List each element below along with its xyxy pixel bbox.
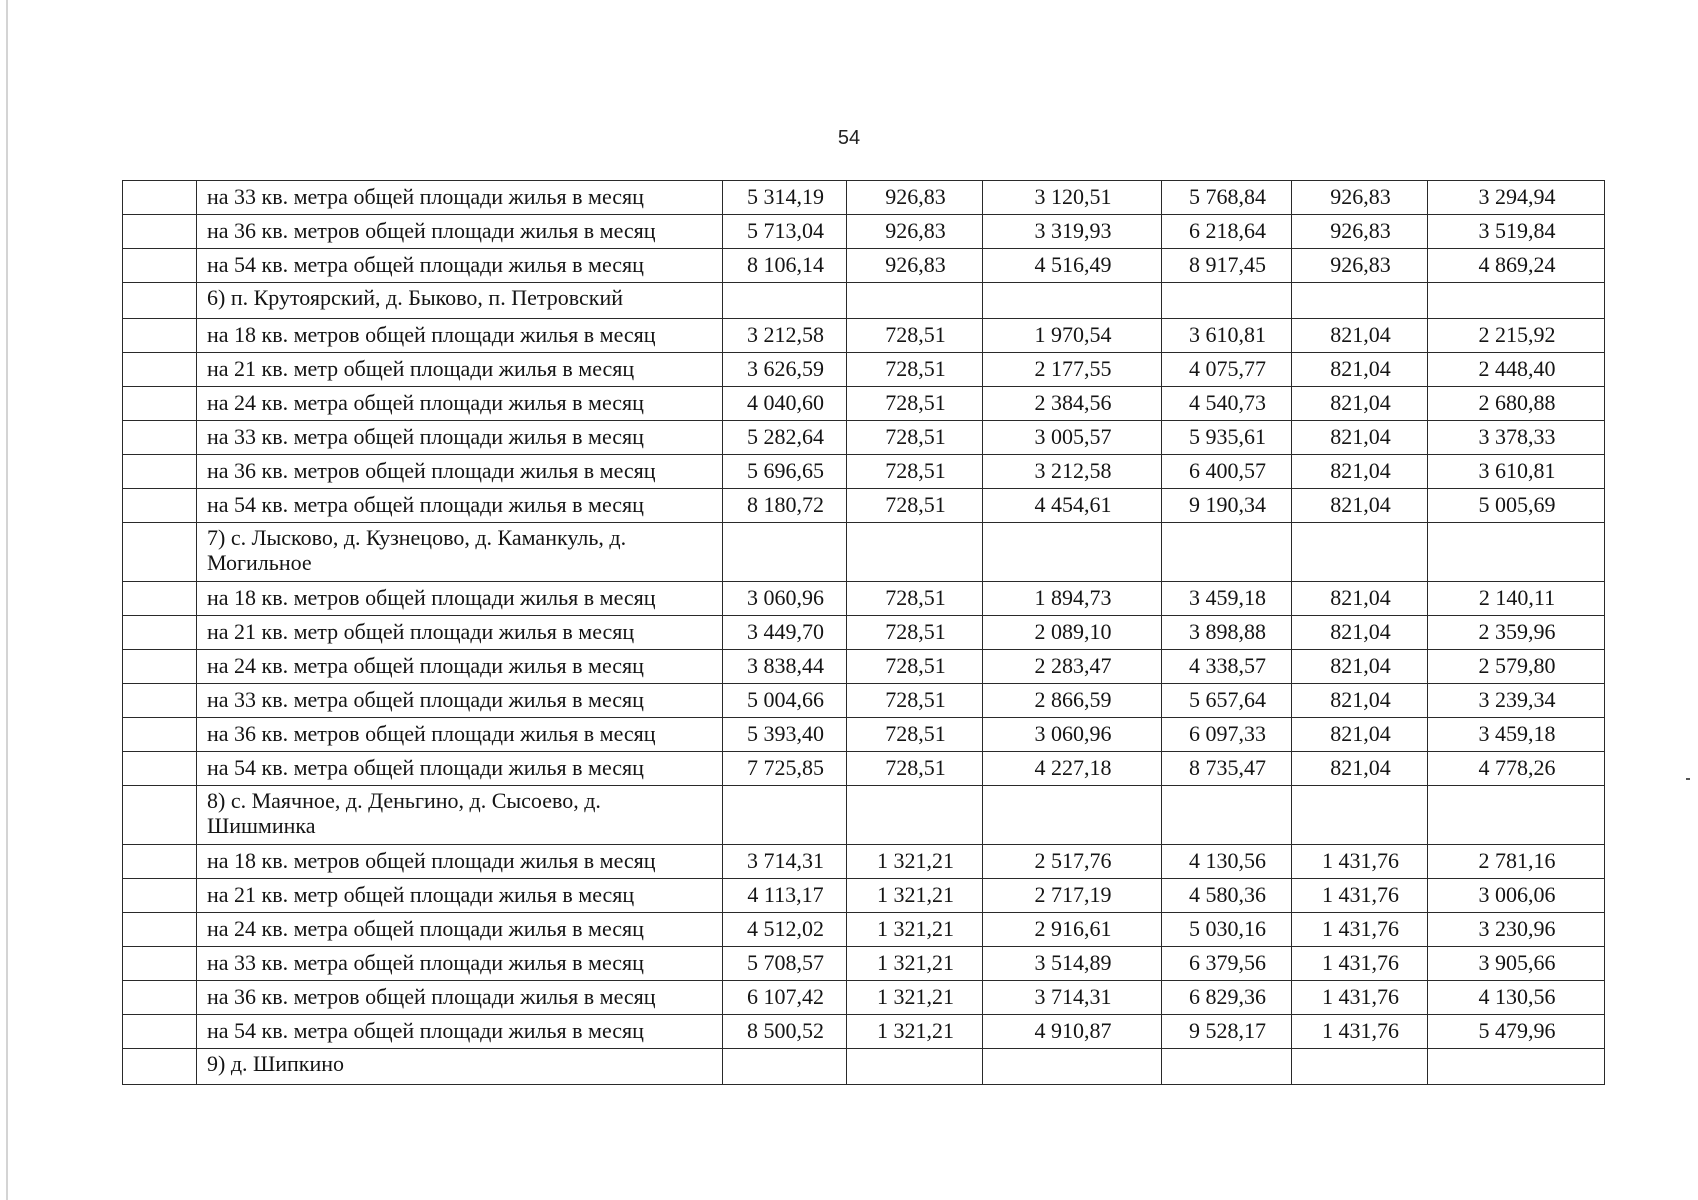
value-cell: 4 512,02: [723, 913, 847, 947]
table-row: [123, 879, 1605, 913]
value-cell: 3 610,81: [1162, 319, 1292, 353]
value-cell: 5 004,66: [723, 684, 847, 718]
value-cell: 4 869,24: [1428, 249, 1605, 283]
value-cell: 5 768,84: [1162, 181, 1292, 215]
empty-cell: [723, 523, 847, 582]
value-cell: 2 916,61: [983, 913, 1162, 947]
value-cell: 4 130,56: [1162, 845, 1292, 879]
table-row: [123, 981, 1605, 1015]
row-number-cell: [123, 353, 197, 387]
empty-cell: [723, 1049, 847, 1085]
value-cell: 926,83: [847, 181, 983, 215]
table-row: [123, 845, 1605, 879]
table-row: [123, 718, 1605, 752]
row-number-cell: [123, 684, 197, 718]
value-cell: 3 120,51: [983, 181, 1162, 215]
empty-cell: [847, 1049, 983, 1085]
value-cell: 3 378,33: [1428, 421, 1605, 455]
value-cell: 1 431,76: [1292, 947, 1428, 981]
row-number-cell: [123, 455, 197, 489]
value-cell: 6 107,42: [723, 981, 847, 1015]
value-cell: 728,51: [847, 582, 983, 616]
row-number-cell: [123, 489, 197, 523]
value-cell: 2 283,47: [983, 650, 1162, 684]
value-cell: 926,83: [1292, 181, 1428, 215]
empty-cell: [1292, 283, 1428, 319]
value-cell: 3 610,81: [1428, 455, 1605, 489]
value-cell: 821,04: [1292, 353, 1428, 387]
value-cell: 5 935,61: [1162, 421, 1292, 455]
row-label: на 54 кв. метра общей площади жилья в месяц: [197, 249, 723, 283]
value-cell: 3 005,57: [983, 421, 1162, 455]
empty-cell: [1428, 1049, 1605, 1085]
row-number-cell: [123, 786, 197, 845]
row-label: на 18 кв. метров общей площади жилья в месяц: [197, 319, 723, 353]
value-cell: 4 516,49: [983, 249, 1162, 283]
value-cell: 5 282,64: [723, 421, 847, 455]
empty-cell: [1162, 786, 1292, 845]
value-cell: 728,51: [847, 489, 983, 523]
value-cell: 5 657,64: [1162, 684, 1292, 718]
value-cell: 2 866,59: [983, 684, 1162, 718]
value-cell: 3 006,06: [1428, 879, 1605, 913]
row-number-cell: [123, 650, 197, 684]
scan-edge-line: [6, 0, 8, 1200]
row-number-cell: [123, 616, 197, 650]
section-row: [123, 1049, 1605, 1085]
value-cell: 1 431,76: [1292, 1015, 1428, 1049]
value-cell: 4 113,17: [723, 879, 847, 913]
empty-cell: [983, 523, 1162, 582]
row-number-cell: [123, 981, 197, 1015]
value-cell: 728,51: [847, 387, 983, 421]
row-number-cell: [123, 879, 197, 913]
table-row: [123, 421, 1605, 455]
value-cell: 728,51: [847, 684, 983, 718]
value-cell: 4 130,56: [1428, 981, 1605, 1015]
empty-cell: [723, 786, 847, 845]
value-cell: 821,04: [1292, 319, 1428, 353]
row-label: на 24 кв. метра общей площади жилья в месяц: [197, 650, 723, 684]
value-cell: 2 781,16: [1428, 845, 1605, 879]
value-cell: 7 725,85: [723, 752, 847, 786]
table-row: [123, 249, 1605, 283]
row-label: на 33 кв. метра общей площади жилья в месяц: [197, 947, 723, 981]
value-cell: 1 970,54: [983, 319, 1162, 353]
row-number-cell: [123, 947, 197, 981]
value-cell: 5 393,40: [723, 718, 847, 752]
value-cell: 2 680,88: [1428, 387, 1605, 421]
row-label: на 54 кв. метра общей площади жилья в месяц: [197, 489, 723, 523]
value-cell: 2 177,55: [983, 353, 1162, 387]
row-label: на 33 кв. метра общей площади жилья в месяц: [197, 181, 723, 215]
value-cell: 821,04: [1292, 718, 1428, 752]
value-cell: 3 294,94: [1428, 181, 1605, 215]
value-cell: 1 321,21: [847, 879, 983, 913]
value-cell: 821,04: [1292, 421, 1428, 455]
row-number-cell: [123, 215, 197, 249]
row-label: на 54 кв. метра общей площади жилья в месяц: [197, 752, 723, 786]
empty-cell: [1428, 283, 1605, 319]
table-row: [123, 353, 1605, 387]
value-cell: 821,04: [1292, 582, 1428, 616]
value-cell: 3 060,96: [723, 582, 847, 616]
empty-cell: [1162, 1049, 1292, 1085]
value-cell: 5 713,04: [723, 215, 847, 249]
row-label: на 21 кв. метр общей площади жилья в месяц: [197, 879, 723, 913]
value-cell: 3 459,18: [1428, 718, 1605, 752]
table-row: [123, 650, 1605, 684]
value-cell: 2 717,19: [983, 879, 1162, 913]
row-label: на 36 кв. метров общей площади жилья в месяц: [197, 981, 723, 1015]
value-cell: 4 338,57: [1162, 650, 1292, 684]
table-row: [123, 215, 1605, 249]
value-cell: 5 479,96: [1428, 1015, 1605, 1049]
value-cell: 926,83: [847, 215, 983, 249]
row-label: на 21 кв. метр общей площади жилья в месяц: [197, 616, 723, 650]
row-label: на 33 кв. метра общей площади жилья в месяц: [197, 421, 723, 455]
value-cell: 5 708,57: [723, 947, 847, 981]
section-row: [123, 786, 1605, 845]
table-row: [123, 1015, 1605, 1049]
empty-cell: [1292, 1049, 1428, 1085]
value-cell: 3 212,58: [723, 319, 847, 353]
table-row: [123, 616, 1605, 650]
value-cell: 821,04: [1292, 684, 1428, 718]
value-cell: 2 089,10: [983, 616, 1162, 650]
section-row: [123, 523, 1605, 582]
value-cell: 1 321,21: [847, 947, 983, 981]
value-cell: 4 540,73: [1162, 387, 1292, 421]
value-cell: 4 910,87: [983, 1015, 1162, 1049]
table-row: [123, 752, 1605, 786]
section-row: [123, 283, 1605, 319]
table-row: [123, 947, 1605, 981]
value-cell: 3 239,34: [1428, 684, 1605, 718]
section-title: 9) д. Шипкино: [197, 1049, 723, 1085]
value-cell: 5 696,65: [723, 455, 847, 489]
table-body: [123, 181, 1605, 1085]
value-cell: 5 314,19: [723, 181, 847, 215]
value-cell: 821,04: [1292, 387, 1428, 421]
value-cell: 821,04: [1292, 752, 1428, 786]
empty-cell: [1428, 786, 1605, 845]
empty-cell: [847, 786, 983, 845]
row-label: на 36 кв. метров общей площади жилья в месяц: [197, 215, 723, 249]
value-cell: 4 778,26: [1428, 752, 1605, 786]
value-cell: 1 894,73: [983, 582, 1162, 616]
empty-cell: [983, 283, 1162, 319]
value-cell: 728,51: [847, 752, 983, 786]
empty-cell: [723, 283, 847, 319]
row-label: на 36 кв. метров общей площади жилья в месяц: [197, 718, 723, 752]
table-row: [123, 582, 1605, 616]
scan-mark: [1686, 778, 1690, 780]
value-cell: 728,51: [847, 353, 983, 387]
value-cell: 4 227,18: [983, 752, 1162, 786]
row-number-cell: [123, 582, 197, 616]
value-cell: 821,04: [1292, 650, 1428, 684]
empty-cell: [1292, 523, 1428, 582]
section-title: 7) с. Лысково, д. Кузнецово, д. Каманкуль, д. Могильное: [197, 523, 723, 582]
value-cell: 821,04: [1292, 489, 1428, 523]
value-cell: 3 060,96: [983, 718, 1162, 752]
value-cell: 728,51: [847, 319, 983, 353]
value-cell: 1 431,76: [1292, 845, 1428, 879]
row-label: на 18 кв. метров общей площади жилья в месяц: [197, 845, 723, 879]
value-cell: 1 321,21: [847, 981, 983, 1015]
value-cell: 2 384,56: [983, 387, 1162, 421]
value-cell: 4 040,60: [723, 387, 847, 421]
value-cell: 821,04: [1292, 616, 1428, 650]
value-cell: 9 528,17: [1162, 1015, 1292, 1049]
tariff-table: [122, 180, 1605, 1085]
row-label: на 24 кв. метра общей площади жилья в месяц: [197, 913, 723, 947]
row-number-cell: [123, 181, 197, 215]
value-cell: 728,51: [847, 650, 983, 684]
value-cell: 6 218,64: [1162, 215, 1292, 249]
value-cell: 821,04: [1292, 455, 1428, 489]
value-cell: 728,51: [847, 455, 983, 489]
section-title: 8) с. Маячное, д. Деньгино, д. Сысоево, д. Шишминка: [197, 786, 723, 845]
row-number-cell: [123, 249, 197, 283]
value-cell: 1 321,21: [847, 845, 983, 879]
table-row: [123, 684, 1605, 718]
empty-cell: [847, 283, 983, 319]
table-row: [123, 319, 1605, 353]
value-cell: 926,83: [847, 249, 983, 283]
table-row: [123, 489, 1605, 523]
value-cell: 5 030,16: [1162, 913, 1292, 947]
table-row: [123, 913, 1605, 947]
value-cell: 3 714,31: [983, 981, 1162, 1015]
value-cell: 3 714,31: [723, 845, 847, 879]
value-cell: 3 230,96: [1428, 913, 1605, 947]
row-label: на 24 кв. метра общей площади жилья в месяц: [197, 387, 723, 421]
value-cell: 3 519,84: [1428, 215, 1605, 249]
value-cell: 3 459,18: [1162, 582, 1292, 616]
value-cell: 2 359,96: [1428, 616, 1605, 650]
value-cell: 3 212,58: [983, 455, 1162, 489]
value-cell: 3 319,93: [983, 215, 1162, 249]
page-number: 54: [837, 127, 861, 149]
empty-cell: [847, 523, 983, 582]
value-cell: 728,51: [847, 421, 983, 455]
row-number-cell: [123, 283, 197, 319]
row-number-cell: [123, 319, 197, 353]
empty-cell: [983, 786, 1162, 845]
value-cell: 1 431,76: [1292, 981, 1428, 1015]
value-cell: 1 431,76: [1292, 913, 1428, 947]
row-label: на 54 кв. метра общей площади жилья в месяц: [197, 1015, 723, 1049]
value-cell: 2 215,92: [1428, 319, 1605, 353]
table-row: [123, 387, 1605, 421]
value-cell: 8 180,72: [723, 489, 847, 523]
row-label: на 36 кв. метров общей площади жилья в месяц: [197, 455, 723, 489]
value-cell: 6 379,56: [1162, 947, 1292, 981]
value-cell: 1 321,21: [847, 1015, 983, 1049]
value-cell: 4 454,61: [983, 489, 1162, 523]
value-cell: 6 829,36: [1162, 981, 1292, 1015]
empty-cell: [1162, 523, 1292, 582]
value-cell: 3 514,89: [983, 947, 1162, 981]
value-cell: 8 917,45: [1162, 249, 1292, 283]
table-row: [123, 455, 1605, 489]
value-cell: 3 449,70: [723, 616, 847, 650]
value-cell: 8 106,14: [723, 249, 847, 283]
row-number-cell: [123, 913, 197, 947]
empty-cell: [1292, 786, 1428, 845]
empty-cell: [983, 1049, 1162, 1085]
row-number-cell: [123, 387, 197, 421]
value-cell: 728,51: [847, 616, 983, 650]
value-cell: 1 431,76: [1292, 879, 1428, 913]
row-number-cell: [123, 845, 197, 879]
value-cell: 2 448,40: [1428, 353, 1605, 387]
row-label: на 21 кв. метр общей площади жилья в месяц: [197, 353, 723, 387]
value-cell: 9 190,34: [1162, 489, 1292, 523]
value-cell: 728,51: [847, 718, 983, 752]
value-cell: 3 898,88: [1162, 616, 1292, 650]
value-cell: 5 005,69: [1428, 489, 1605, 523]
value-cell: 926,83: [1292, 249, 1428, 283]
value-cell: 3 905,66: [1428, 947, 1605, 981]
empty-cell: [1428, 523, 1605, 582]
value-cell: 926,83: [1292, 215, 1428, 249]
value-cell: 2 517,76: [983, 845, 1162, 879]
value-cell: 4 075,77: [1162, 353, 1292, 387]
row-number-cell: [123, 1049, 197, 1085]
value-cell: 6 097,33: [1162, 718, 1292, 752]
row-number-cell: [123, 752, 197, 786]
table-row: [123, 181, 1605, 215]
row-number-cell: [123, 1015, 197, 1049]
value-cell: 1 321,21: [847, 913, 983, 947]
row-label: на 33 кв. метра общей площади жилья в месяц: [197, 684, 723, 718]
value-cell: 3 838,44: [723, 650, 847, 684]
value-cell: 3 626,59: [723, 353, 847, 387]
row-number-cell: [123, 421, 197, 455]
value-cell: 8 500,52: [723, 1015, 847, 1049]
value-cell: 2 140,11: [1428, 582, 1605, 616]
value-cell: 8 735,47: [1162, 752, 1292, 786]
row-number-cell: [123, 523, 197, 582]
row-number-cell: [123, 718, 197, 752]
value-cell: 2 579,80: [1428, 650, 1605, 684]
row-label: на 18 кв. метров общей площади жилья в месяц: [197, 582, 723, 616]
value-cell: 4 580,36: [1162, 879, 1292, 913]
section-title: 6) п. Крутоярский, д. Быково, п. Петровский: [197, 283, 723, 319]
empty-cell: [1162, 283, 1292, 319]
value-cell: 6 400,57: [1162, 455, 1292, 489]
